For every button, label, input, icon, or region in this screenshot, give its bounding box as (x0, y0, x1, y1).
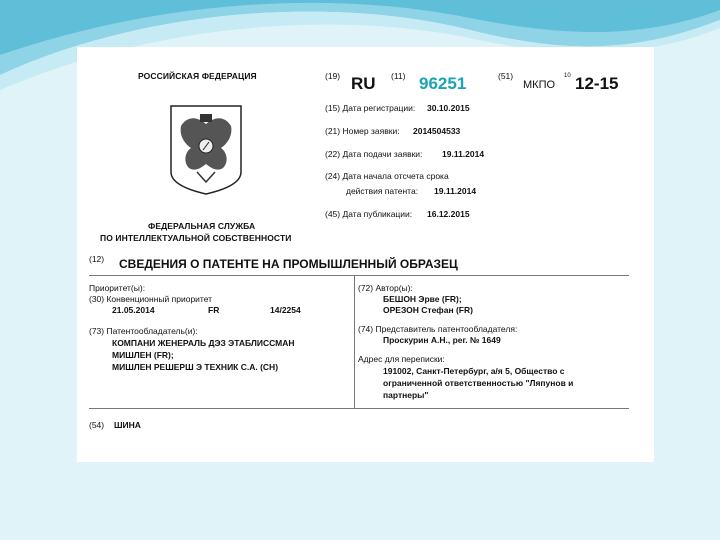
author-line-2: ОРЕЗОН Стефан (FR) (383, 305, 473, 315)
address-line-2: ограниченной ответственностью "Ляпунов и (383, 378, 574, 388)
pub-date-label: (45) Дата публикации: (325, 209, 413, 219)
pub-date-value: 16.12.2015 (427, 209, 470, 219)
coat-of-arms-icon (167, 102, 245, 197)
agency-line2: ПО ИНТЕЛЛЕКТУАЛЬНОЙ СОБСТВЕННОСТИ (100, 233, 292, 243)
patent-document (77, 47, 654, 462)
priority-country: FR (208, 305, 220, 315)
agency-line1: ФЕДЕРАЛЬНАЯ СЛУЖБА (148, 221, 256, 231)
authors-label: (72) Автор(ы): (358, 283, 413, 293)
representative-value: Проскурин А.Н., рег. № 1649 (383, 335, 501, 345)
divider-bottom (89, 408, 629, 409)
app-number-label: (21) Номер заявки: (325, 126, 400, 136)
filing-date-label: (22) Дата подачи заявки: (325, 149, 423, 159)
term-start-label-2: действия патента: (346, 186, 419, 196)
priority-number: 14/2254 (270, 305, 301, 315)
doc-type-code: (12) (89, 254, 105, 264)
holders-label: (73) Патентообладатель(и): (89, 326, 198, 336)
holder-line-1: КОМПАНИ ЖЕНЕРАЛЬ ДЭЗ ЭТАБЛИССМАН (112, 338, 295, 348)
divider-top (89, 275, 629, 276)
address-line-3: партнеры" (383, 390, 429, 400)
address-line-1: 191002, Санкт-Петербург, а/я 5, Общество с (383, 366, 565, 376)
term-start-label: (24) Дата начала отсчета срока (325, 171, 449, 181)
conv-priority-label: (30) Конвенционный приоритет (89, 294, 213, 304)
holder-line-2: МИШЛЕН (FR); (112, 350, 174, 360)
author-line-1: БЕШОН Эрве (FR); (383, 294, 462, 304)
design-title: ШИНА (114, 420, 141, 430)
representative-label: (74) Представитель патентообладателя: (358, 324, 518, 334)
code-19: (19) (325, 71, 341, 81)
reg-date-label: (15) Дата регистрации: (325, 103, 416, 113)
doc-type-title: СВЕДЕНИЯ О ПАТЕНТЕ НА ПРОМЫШЛЕННЫЙ ОБРАЗЕЦ (119, 257, 458, 271)
reg-date-value: 30.10.2015 (427, 103, 470, 113)
mkpo-label: МКПО (523, 79, 556, 91)
app-number-value: 2014504533 (413, 126, 461, 136)
filing-date-value: 19.11.2014 (442, 149, 485, 159)
country-name: РОССИЙСКАЯ ФЕДЕРАЦИЯ (138, 71, 257, 81)
holder-line-3: МИШЛЕН РЕШЕРШ Э ТЕХНИК С.А. (CH) (112, 362, 279, 372)
mkpo-edition: 10 (564, 73, 571, 79)
patent-number: 96251 (419, 74, 467, 93)
title-code: (54) (89, 420, 105, 430)
code-11: (11) (391, 71, 406, 81)
priority-date: 21.05.2014 (112, 305, 155, 315)
divider-vertical (354, 275, 355, 408)
country-code: RU (351, 74, 376, 93)
term-start-value: 19.11.2014 (434, 186, 477, 196)
address-label: Адрес для переписки: (358, 354, 445, 364)
mkpo-class: 12-15 (575, 74, 619, 93)
code-51: (51) (498, 71, 514, 81)
priority-label: Приоритет(ы): (89, 283, 146, 293)
